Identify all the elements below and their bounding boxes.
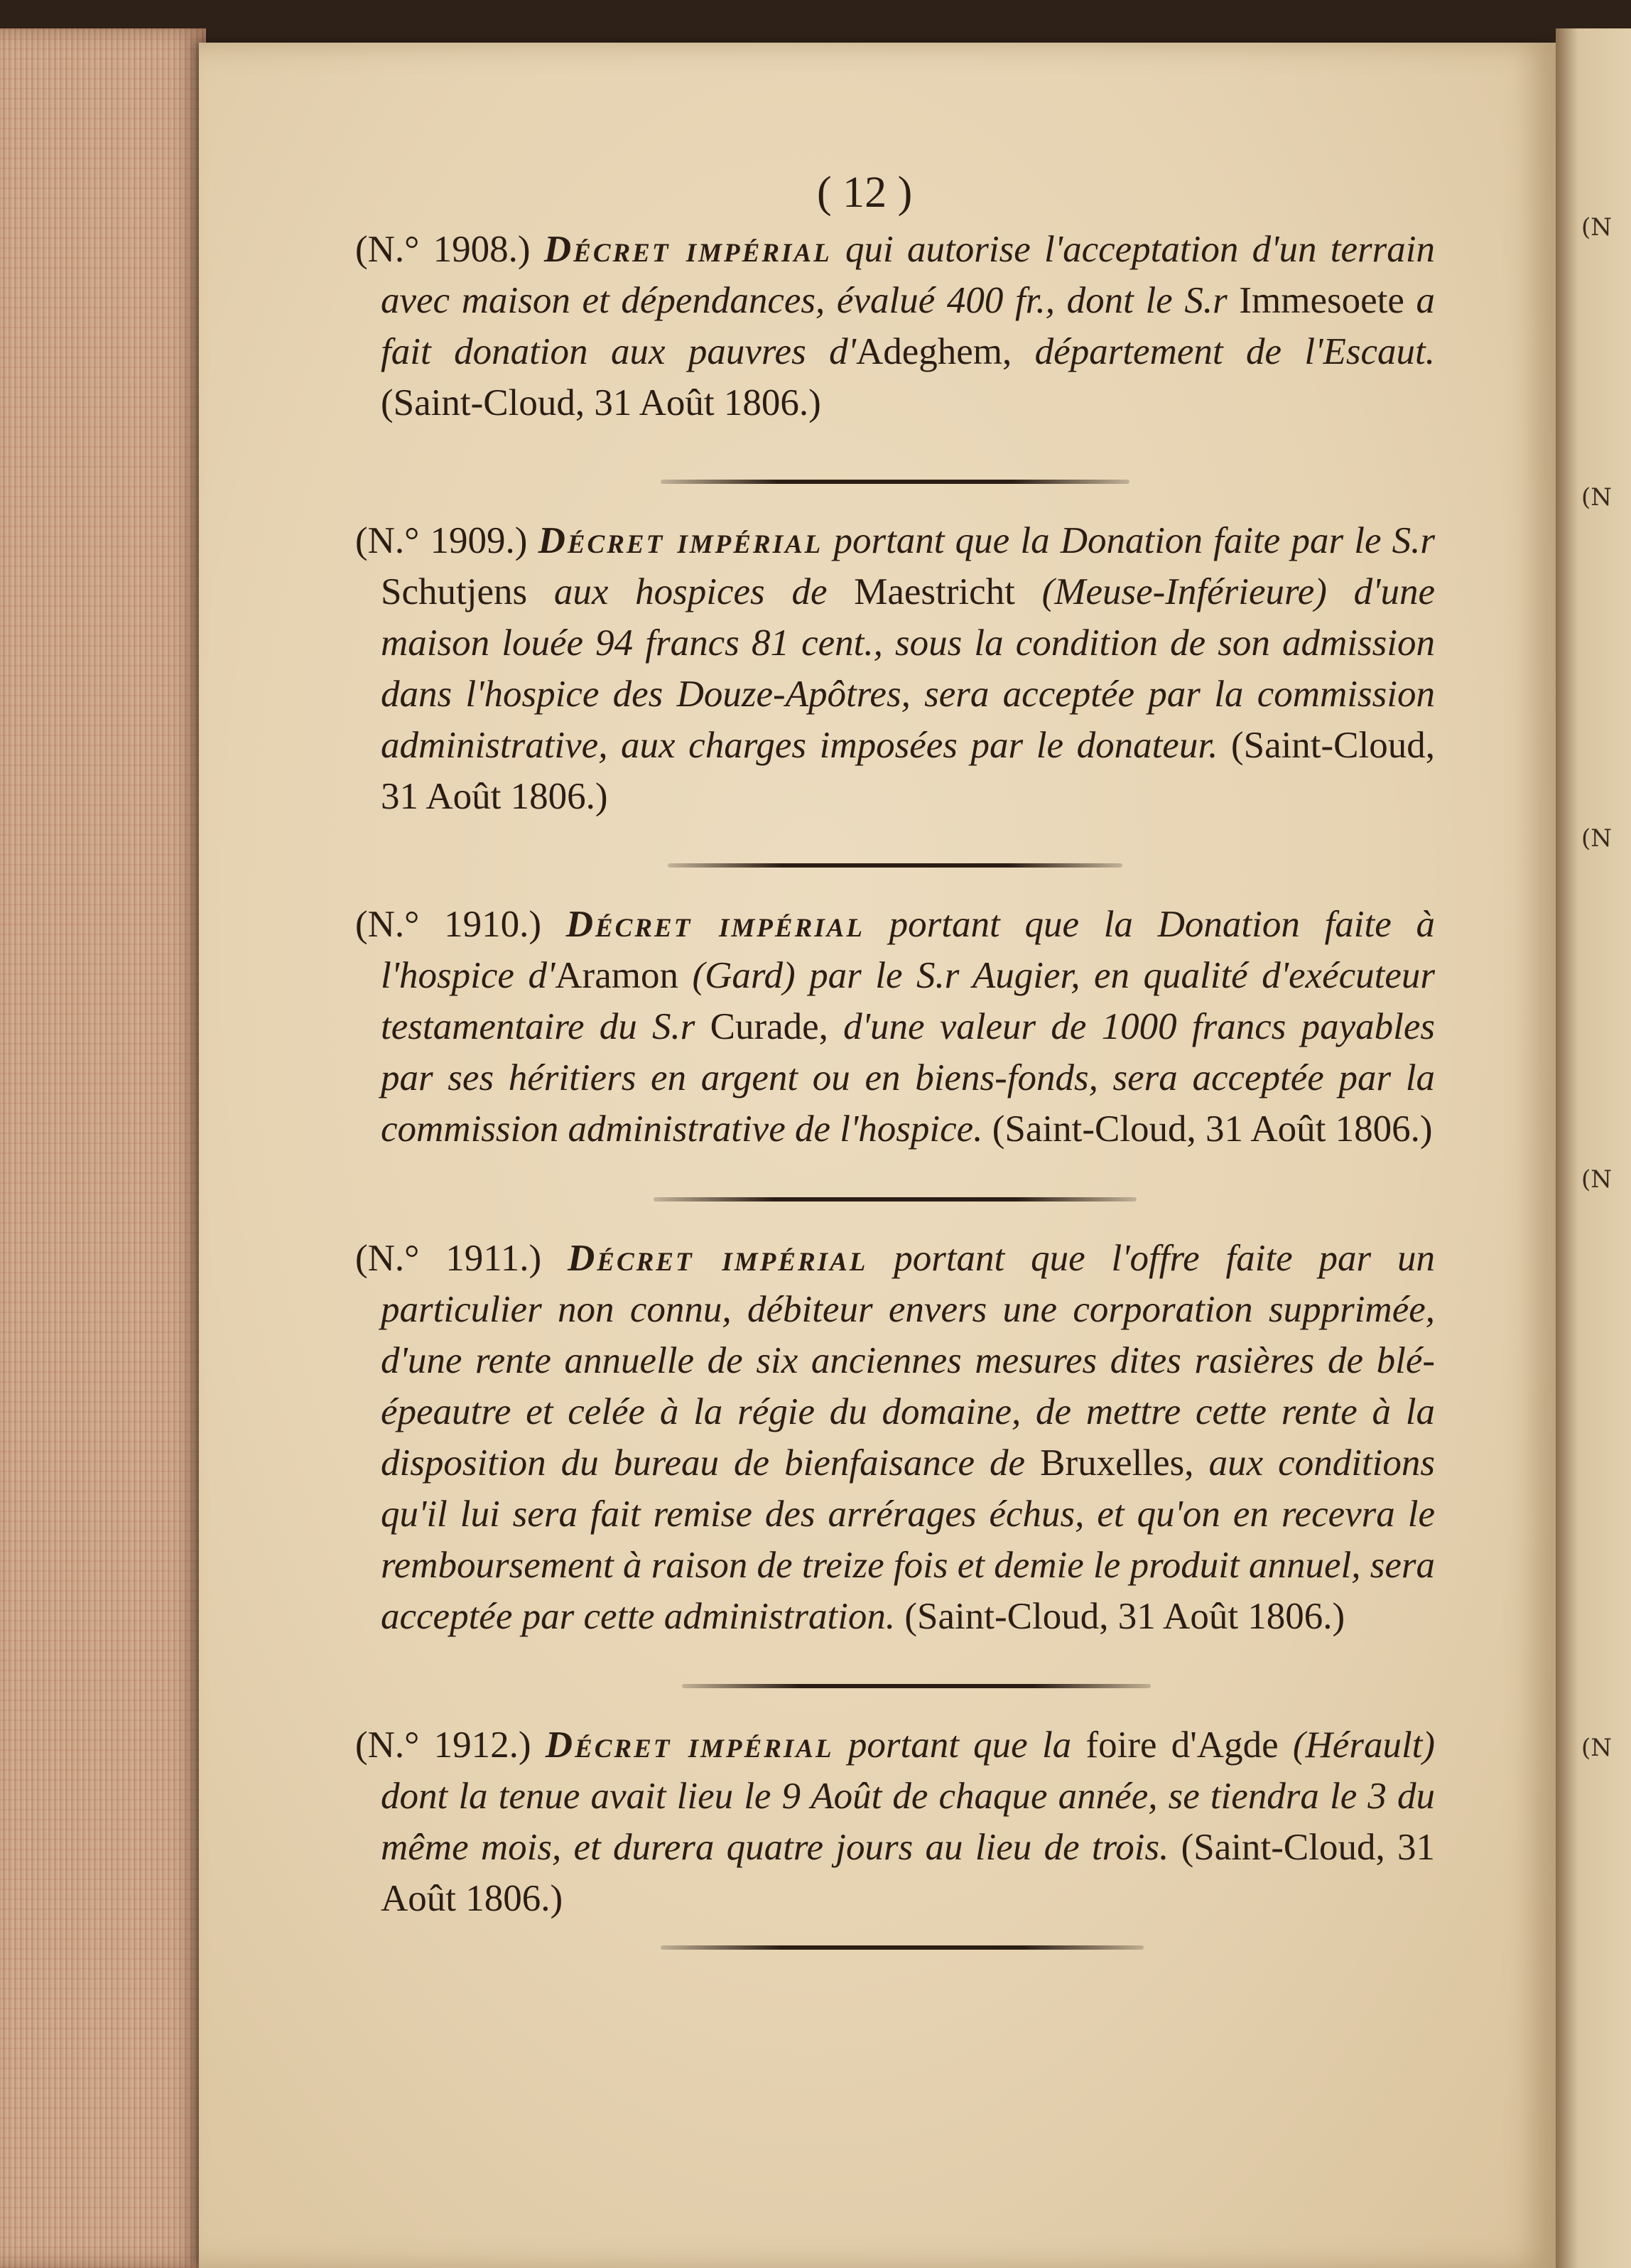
decree-entry: [355, 899, 1435, 1155]
section-divider: [661, 480, 1129, 484]
decree-title: Décret impérial: [543, 229, 832, 270]
decree-number: (N.° 1909.): [355, 520, 528, 561]
decree-date: (Saint-Cloud, 31 Août 1806.): [381, 1827, 1436, 1919]
facing-page-fragment: (N: [1581, 824, 1613, 853]
decree-text: a fait donation aux pauvres d': [381, 280, 1436, 372]
facing-page-fragment: (N: [1581, 483, 1613, 512]
decree-number: (N.° 1912.): [355, 1724, 531, 1766]
decree-proper-name: Schutjens: [381, 571, 528, 612]
decree-text: portant que la Donation faite par le S.r: [833, 520, 1436, 561]
page-number: ( 12 ): [817, 168, 913, 217]
facing-page-edge: [1556, 28, 1631, 2268]
decree-entry: [355, 515, 1435, 822]
decree-text: qui autorise l'acceptation d'un terrain avec maison et dépendances, évalué 400 fr., dont le S.r: [381, 229, 1435, 321]
decree-proper-name: Curade,: [710, 1006, 828, 1047]
decree-proper-name: Aramon: [555, 955, 678, 996]
decree-number: (N.° 1911.): [355, 1238, 542, 1279]
decree-entry: [355, 1719, 1435, 1924]
section-divider: [682, 1684, 1151, 1688]
decree-number: (N.° 1908.): [355, 229, 531, 270]
decree-text: aux hospices de: [553, 571, 828, 612]
decree-proper-name: foire d'Agde: [1085, 1724, 1279, 1766]
decree-text: d'une valeur de 1000 francs payables par ses héritiers en argent ou en biens-fonds, sera acceptée par la commission administrative de l'hospice.: [381, 1006, 1435, 1150]
facing-page-fragment: (N: [1581, 1165, 1613, 1194]
decree-text: département de l'Escaut.: [1034, 331, 1435, 372]
decree-text: aux conditions qu'il lui sera fait remise des arrérages échus, et qu'on en recevra le remboursement à raison de treize fois et demie le produit annuel, sera acceptée par cette administration.: [381, 1442, 1435, 1637]
decree-text: (Hérault) dont la tenue avait lieu le 9 Août de chaque année, se tiendra le 3 du même mois, et durera quatre jours au lieu de trois.: [381, 1724, 1436, 1868]
decree-date: (Saint-Cloud, 31 Août 1806.): [992, 1108, 1433, 1150]
section-divider: [654, 1197, 1137, 1202]
decree-date: (Saint-Cloud, 31 Août 1806.): [381, 725, 1436, 817]
decree-proper-name: Maestricht: [854, 571, 1015, 612]
decree-text: portant que la Donation faite à l'hospice d': [381, 904, 1435, 996]
decree-date: (Saint-Cloud, 31 Août 1806.): [904, 1596, 1345, 1637]
decree-text: (Meuse-Inférieure) d'une maison louée 94 francs 81 cent., sous la condition de son admission dans l'hospice des Douze-Apôtres, sera acceptée par la commission administrative, aux charges imposées par le donateur.: [381, 571, 1436, 766]
decree-title: Décret impérial: [545, 1724, 834, 1766]
section-divider: [661, 1945, 1144, 1950]
decree-date: (Saint-Cloud, 31 Août 1806.): [381, 382, 821, 423]
decree-proper-name: Immesoete: [1239, 280, 1404, 321]
decree-proper-name: Bruxelles,: [1040, 1442, 1194, 1484]
decree-text: portant que l'offre faite par un particulier non connu, débiteur envers une corporation supprimée, d'une rente annuelle de six anciennes mesures dites rasières de blé-épeautre et celée à la régie du domaine, de mettre cette rente à la disposition du bureau de bienfaisance de: [381, 1238, 1436, 1484]
decree-entry: [355, 224, 1435, 428]
decree-entry: [355, 1233, 1435, 1642]
book-page-edges: [0, 28, 206, 2268]
facing-page-fragment: (N: [1581, 1734, 1613, 1762]
decree-title: Décret impérial: [567, 1238, 868, 1279]
decree-title: Décret impérial: [565, 904, 865, 945]
decree-title: Décret impérial: [538, 520, 823, 561]
decree-text: (Gard) par le S.r Augier, en qualité d'exécuteur testamentaire du S.r: [381, 955, 1435, 1047]
facing-page-fragment: (N: [1581, 213, 1613, 242]
decree-text: portant que la: [847, 1724, 1072, 1766]
section-divider: [668, 863, 1122, 868]
decree-proper-name: Adeghem,: [855, 331, 1012, 372]
decree-number: (N.° 1910.): [355, 904, 541, 945]
